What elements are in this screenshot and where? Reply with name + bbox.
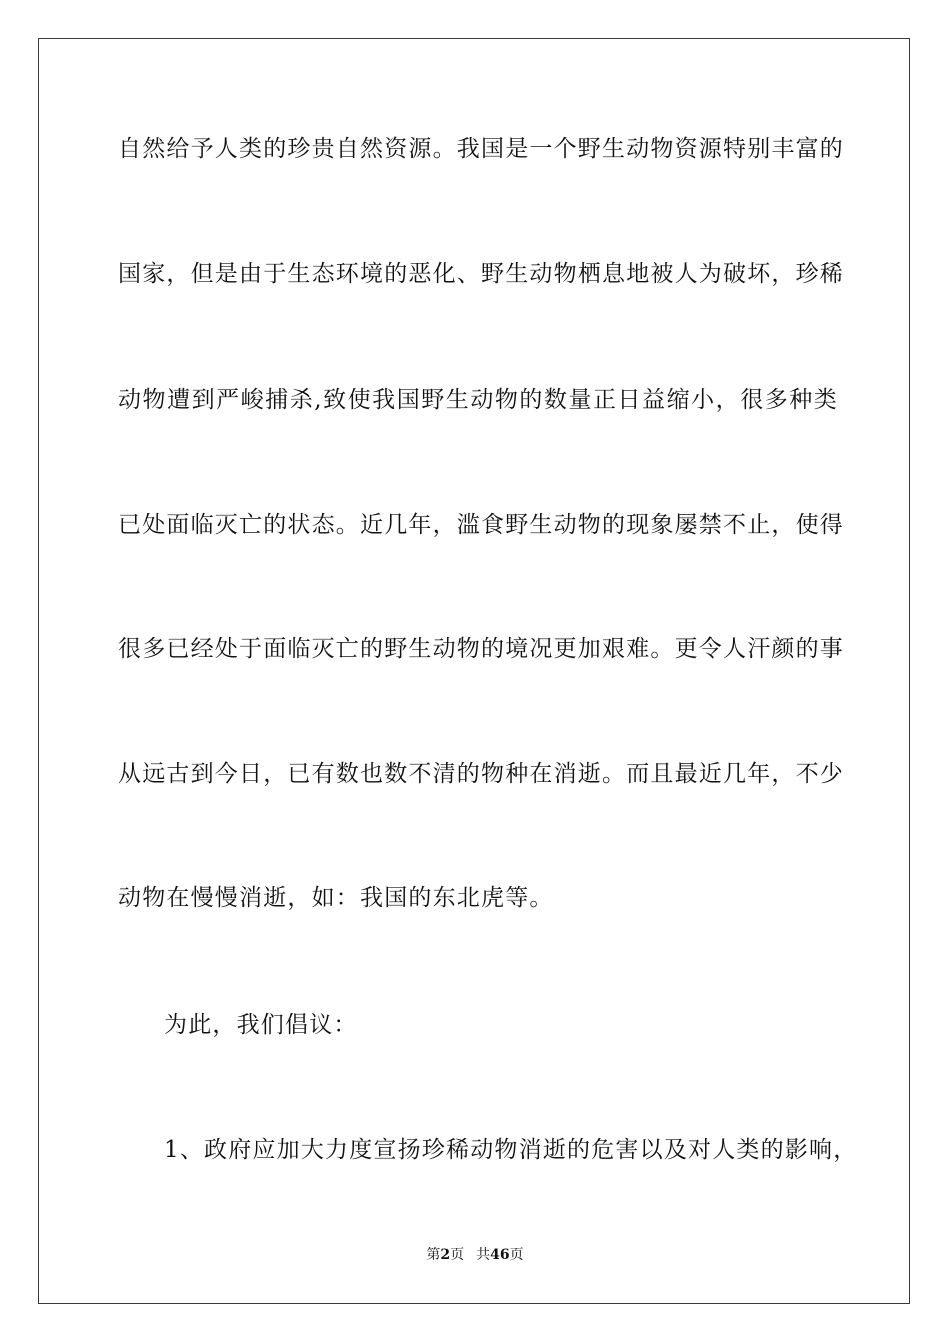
total-label-suffix: 页 bbox=[509, 1247, 524, 1263]
total-pages: 46 bbox=[490, 1247, 510, 1263]
text-line: 从远古到今日，已有数也数不清的物种在消逝。而且最近几年，不少 bbox=[118, 761, 844, 787]
page-border bbox=[38, 38, 910, 1304]
page-label-suffix: 页 bbox=[450, 1247, 465, 1263]
text-line: 已处面临灭亡的状态。近几年，滥食野生动物的现象屡禁不止，使得 bbox=[118, 512, 844, 538]
total-label-prefix: 共 bbox=[476, 1247, 491, 1263]
page-label-prefix: 第 bbox=[426, 1247, 441, 1263]
text-line: 很多已经处于面临灭亡的野生动物的境况更加艰难。更令人汗颜的事 bbox=[118, 636, 844, 662]
text-line-indented: 为此，我们倡议： bbox=[164, 1012, 358, 1038]
page-footer bbox=[0, 1246, 950, 1264]
text-line: 自然给予人类的珍贵自然资源。我国是一个野生动物资源特别丰富的 bbox=[118, 136, 844, 162]
text-line: 动物遭到严峻捕杀,致使我国野生动物的数量正日益缩小，很多种类 bbox=[118, 387, 838, 413]
text-line: 国家，但是由于生态环境的恶化、野生动物栖息地被人为破坏，珍稀 bbox=[118, 261, 844, 287]
text-line: 动物在慢慢消逝，如：我国的东北虎等。 bbox=[118, 885, 554, 911]
text-line-indented: 1、政府应加大力度宣扬珍稀动物消逝的危害以及对人类的影响， bbox=[164, 1137, 858, 1163]
page-number: 2 bbox=[440, 1247, 451, 1263]
